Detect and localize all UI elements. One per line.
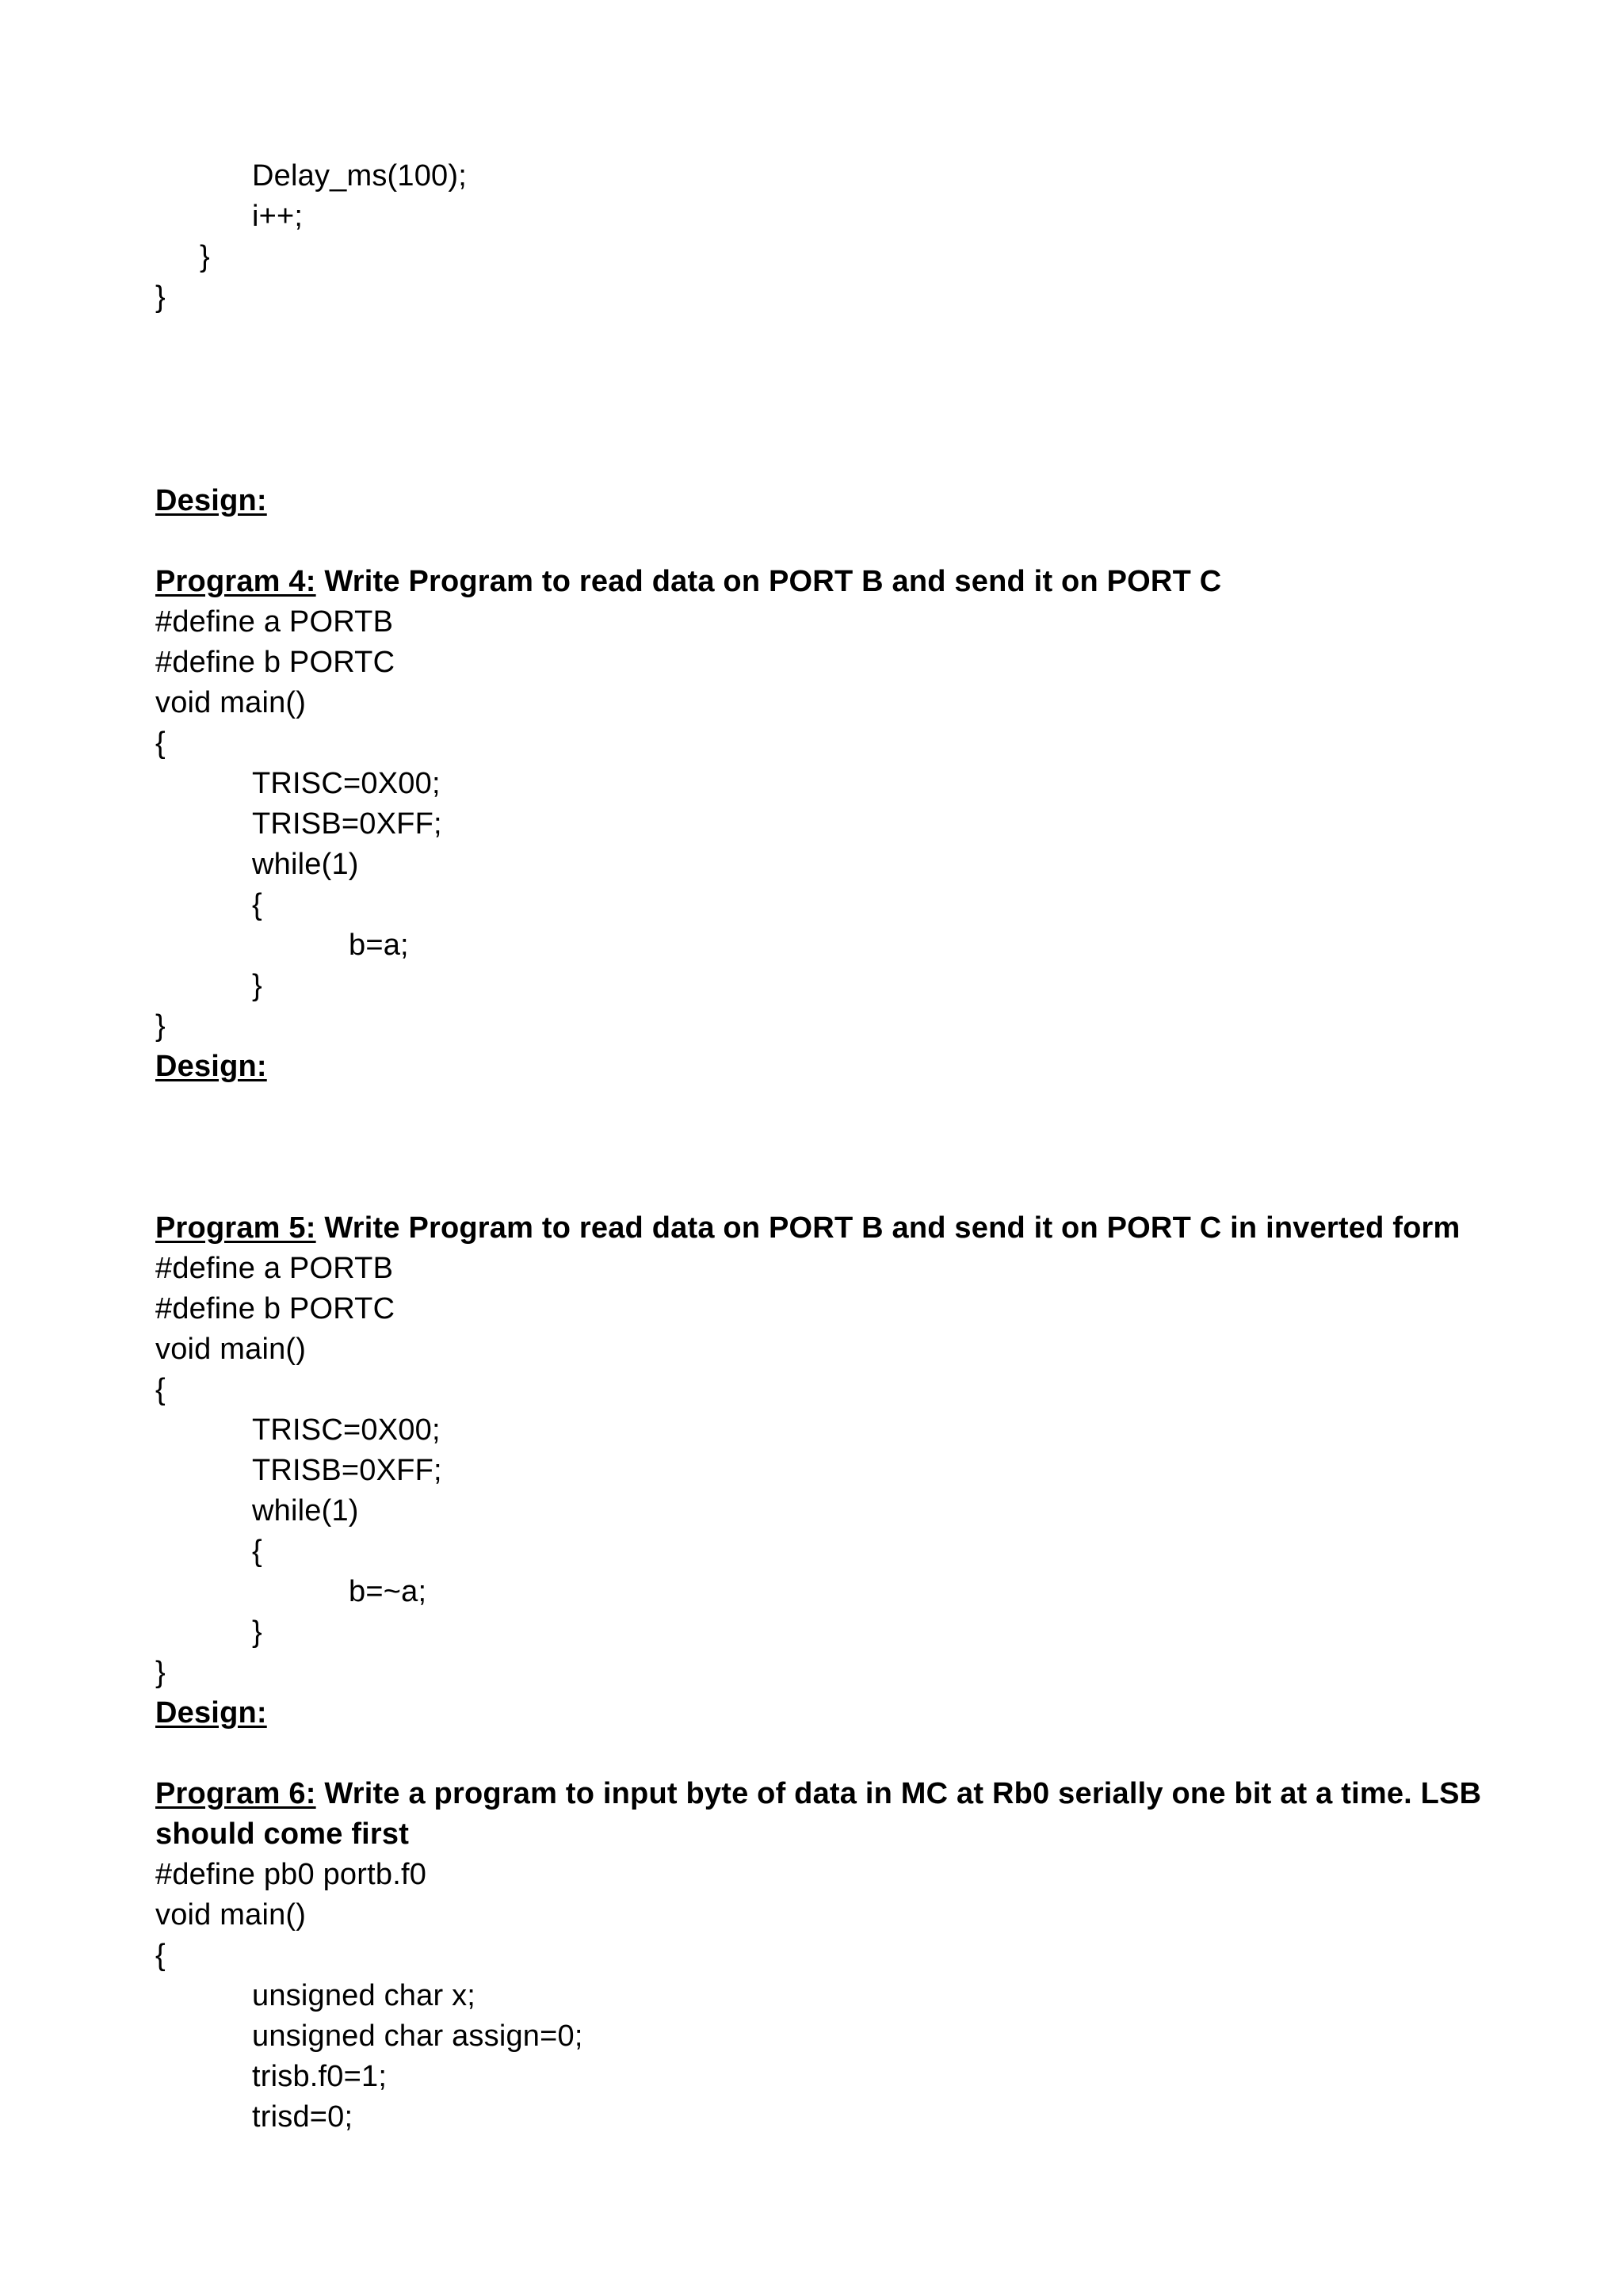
code-line: { bbox=[155, 1373, 166, 1406]
code-line: #define b PORTC bbox=[155, 1292, 395, 1325]
program-5-heading bbox=[155, 1208, 1461, 1248]
code-line: void main() bbox=[155, 1898, 307, 1932]
program-6-title: Write a program to input byte of data in MC at Rb0 serially one bit at a time. LSB bbox=[315, 1777, 1482, 1810]
code-line: TRISB=0XFF; bbox=[252, 807, 442, 841]
program-5-label: Program 5: bbox=[155, 1211, 316, 1245]
code-line: b=~a; bbox=[349, 1575, 427, 1608]
code-line: TRISC=0X00; bbox=[252, 1413, 441, 1447]
program-5-title: Write Program to read data on PORT B and send it on PORT C in inverted form bbox=[315, 1211, 1461, 1245]
program-4-heading bbox=[155, 562, 1221, 601]
program-6-heading bbox=[155, 1774, 1481, 1814]
code-line: TRISB=0XFF; bbox=[252, 1454, 442, 1487]
code-line: { bbox=[155, 1939, 166, 1972]
code-line: } bbox=[252, 1615, 262, 1649]
design-heading: Design: bbox=[155, 1050, 267, 1083]
code-line: #define pb0 portb.f0 bbox=[155, 1858, 427, 1891]
program-4-label: Program 4: bbox=[155, 565, 316, 598]
code-line: Delay_ms(100); bbox=[252, 159, 468, 193]
code-line: { bbox=[252, 888, 262, 921]
code-line: b=a; bbox=[349, 929, 409, 962]
code-line: { bbox=[252, 1535, 262, 1568]
code-line: unsigned char assign=0; bbox=[252, 2019, 583, 2053]
code-line: #define a PORTB bbox=[155, 1252, 394, 1285]
program-4-title: Write Program to read data on PORT B and send it on PORT C bbox=[315, 565, 1222, 598]
program-6-label: Program 6: bbox=[155, 1777, 316, 1810]
code-line: #define a PORTB bbox=[155, 605, 394, 639]
code-line: i++; bbox=[252, 200, 304, 233]
design-heading: Design: bbox=[155, 1696, 267, 1730]
code-line: } bbox=[155, 1009, 166, 1043]
code-line: } bbox=[200, 240, 210, 273]
code-line: while(1) bbox=[252, 848, 359, 881]
code-line: TRISC=0X00; bbox=[252, 767, 441, 800]
code-line: void main() bbox=[155, 1333, 307, 1366]
code-line: } bbox=[155, 280, 166, 314]
code-line: void main() bbox=[155, 686, 307, 719]
design-heading: Design: bbox=[155, 484, 267, 517]
code-line: #define b PORTC bbox=[155, 646, 395, 679]
program-6-title-continued: should come first bbox=[155, 1817, 410, 1851]
code-line: unsigned char x; bbox=[252, 1979, 476, 2012]
code-line: trisb.f0=1; bbox=[252, 2060, 388, 2093]
code-line: while(1) bbox=[252, 1494, 359, 1527]
code-line: } bbox=[252, 969, 262, 1002]
code-line: } bbox=[155, 1656, 166, 1689]
code-line: trisd=0; bbox=[252, 2100, 353, 2134]
code-line: { bbox=[155, 727, 166, 760]
